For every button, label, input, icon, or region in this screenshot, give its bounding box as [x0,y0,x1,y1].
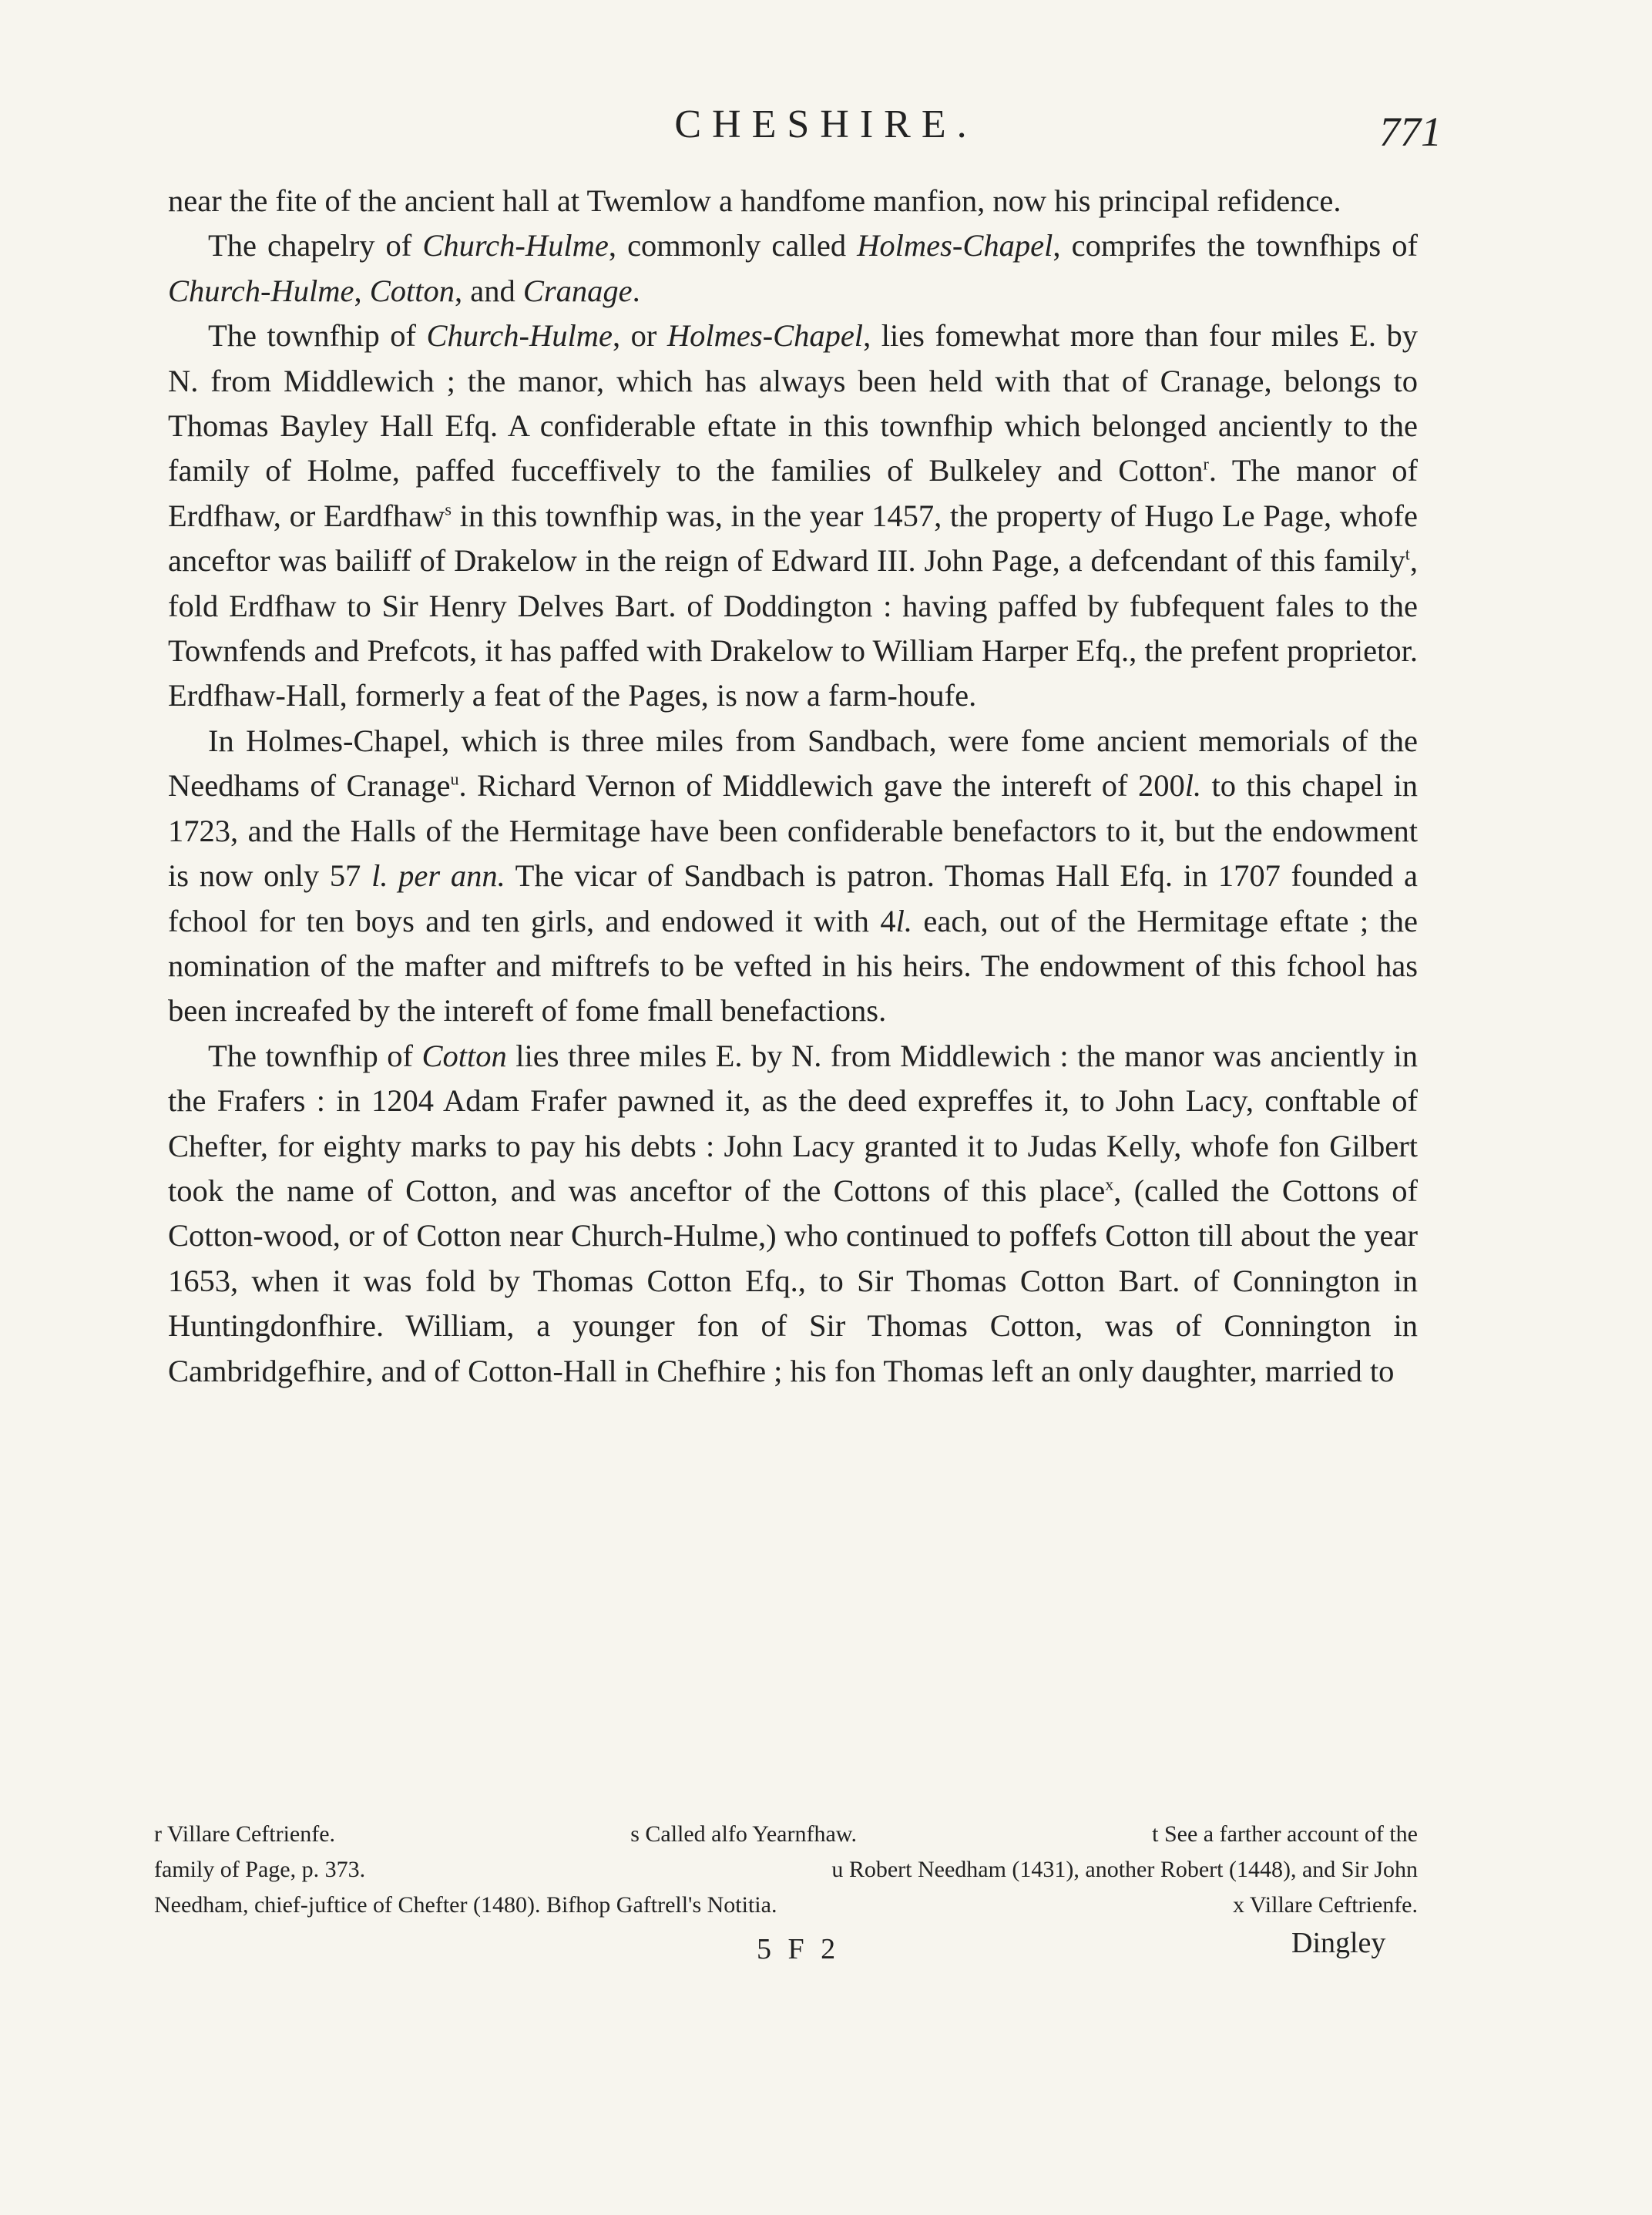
text-run: The vicar of Sandbach is patron. Thomas Hall Efq. in 1707 founded a fchool for ten boys and ten girls, and endowed it with 4 [168,858,1419,938]
italic-text: Holmes-Chapel [857,228,1053,263]
footnote-entry: r Villare Ceftrienfe. [154,1821,336,1847]
italic-text: Holmes-Chapel [667,318,864,354]
text-run: lies three miles E. by N. from Middlewich : the manor was anciently in the Frafers : in 1204 Adam Frafer pawned it, as the deed expreffes it, to John Lacy, conftable of Chefter, for eighty marks to pay his debts : John Lacy granted it to Judas Kelly, whofe fon Gilbert took the name of Cotton, and was anceftor of the Cottons of this place [168,1038,1418,1208]
footnote-marker: t [1405,544,1410,564]
text-run: . [632,273,640,308]
italic-text: Cotton [421,1038,507,1073]
text-run: near the fite of the ancient hall at Twemlow a handfome manfion, now his principal refidence. [168,183,1341,218]
footnote-marker: x [1105,1174,1114,1194]
italic-text: Church-Hulme [168,273,354,308]
text-run: , [354,273,370,308]
text-run: In Holmes-Chapel, which is three miles from Sandbach, were fome ancient memorials of the Needhams of Cranage [168,723,1418,804]
footnote-entry: family of Page, p. 373. [154,1857,366,1882]
body-text [168,179,1418,1394]
italic-text: l. [1184,768,1202,804]
text-run: , commonly called [608,228,858,263]
italic-text: l. per ann. [371,858,505,894]
running-title: CHESHIRE. [674,102,978,146]
text-run: , lies fomewhat more than four miles E. by N. from Middlewich ; the manor, which has always been held with that of Cranage, belongs to Thomas Bayley Hall Efq. A confiderable eftate in this townfhip which belonged anciently to the family of Holme, paffed fucceffively to the families of Bulkeley and Cotton [168,318,1418,488]
footnote-marker: r [1203,454,1209,474]
text-run: The townfhip of [208,1038,422,1073]
signature-mark: 5 F 2 [757,1933,841,1965]
italic-text: Cranage [522,273,633,308]
footnote-line [154,1888,1418,1923]
text-run: in this townfhip was, in the year 1457, the property of Hugo Le Page, whofe anceftor was bailiff of Drakelow in the reign of Edward III. John Page, a defcendant of this family [168,498,1418,579]
text-run: , or [612,318,667,354]
footnote-entry: Needham, chief-juftice of Chefter (1480). Bifhop Gaftrell's Notitia. [154,1892,777,1918]
footnote-line [154,1817,1418,1852]
footnote-marker: u [450,769,459,789]
footnote-entry: s Called alfo Yearnfhaw. [630,1821,858,1847]
italic-text: Church-Hulme [426,318,613,354]
footnote-marker: s [445,499,452,519]
text-run: each, out of the Hermitage eftate ; the nomination of the mafter and miftrefs to be vefted in his heirs. The endowment of this fchool has been increafed by the intereft of fome fmall benefactions. [168,903,1418,1029]
footnote-entry: x Villare Ceftrienfe. [1232,1892,1418,1918]
text-run: The chapelry of [208,228,423,263]
italic-text: Church-Hulme [422,228,609,263]
text-run: , and [455,273,523,308]
text-run: . The manor of Erdfhaw, or Eardfhaw [168,453,1418,533]
footnote-line [154,1852,1418,1888]
italic-text: Cotton [369,273,455,308]
footnotes [154,1817,1418,1923]
paragraph [168,1034,1418,1394]
text-run: to this chapel in 1723, and the Halls of the Hermitage have been confiderable benefactors to it, but the endowment is now only 57 [168,768,1419,894]
paragraph [168,223,1418,314]
text-run: , (called the Cottons of Cotton-wood, or of Cotton near Church-Hulme,) who continued to poffefs Cotton till about the year 1653, when it was fold by Thomas Cotton Efq., to Sir Thomas Cotton Bart. of Connington in Huntingdonfhire. William, a younger fon of Sir Thomas Cotton, was of Connington in Cambridgefhire, and of Cotton-Hall in Chefhire ; his fon Thomas left an only daughter, married to [168,1173,1418,1388]
footnote-entry: t See a farther account of the [1152,1821,1418,1847]
text-run: The townfhip of [208,318,427,354]
paragraph [168,179,1418,223]
italic-text: l. [895,903,912,938]
text-run: , fold Erdfhaw to Sir Henry Delves Bart. of Doddington : having paffed by fubfequent fales to the Townfends and Prefcots, it has paffed with Drakelow to William Harper Efq., the prefent proprietor. Erdfhaw-Hall, formerly a feat of the Pages, is now a farm-houfe. [168,543,1418,713]
catchword: Dingley [1291,1927,1386,1959]
text-run: . Richard Vernon of Middlewich gave the intereft of 200 [458,768,1185,804]
text-run: , comprifes the townfhips of [1053,228,1419,263]
page-number: 771 [1379,109,1442,155]
footnote-entry: u Robert Needham (1431), another Robert (1448), and Sir John [831,1857,1418,1882]
paragraph [168,314,1418,719]
paragraph [168,719,1418,1034]
